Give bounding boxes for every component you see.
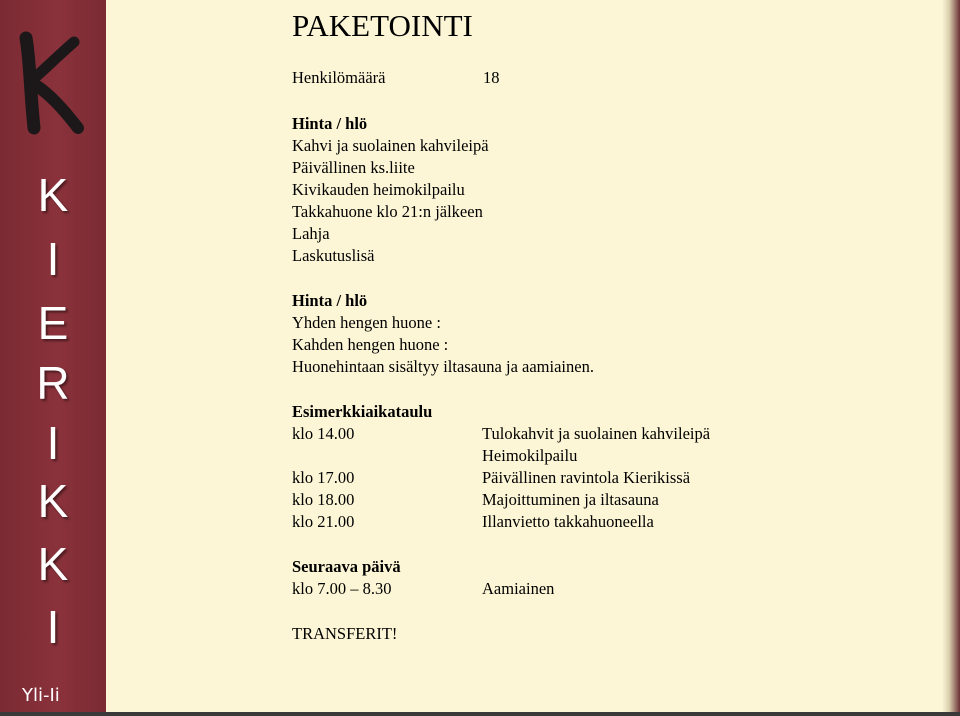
- right-border: [942, 0, 960, 716]
- sidebar: [0, 0, 106, 716]
- schedule-time: klo 17.00: [292, 468, 355, 487]
- price-heading-1: Hinta / hlö: [292, 114, 368, 133]
- schedule-time: klo 21.00: [292, 512, 355, 531]
- page-title: PAKETOINTI: [292, 8, 473, 43]
- sidebar-letter: I: [46, 233, 60, 285]
- schedule-activity: Illanvietto takkahuoneella: [482, 512, 654, 531]
- price-heading-2: Hinta / hlö: [292, 291, 368, 310]
- sidebar-letter: K: [37, 169, 69, 221]
- sidebar-letter: E: [37, 297, 69, 349]
- room-price-item: Huonehintaan sisältyy iltasauna ja aamiainen.: [292, 357, 594, 376]
- sidebar-letter: R: [36, 357, 70, 409]
- sidebar-letter: K: [37, 475, 69, 527]
- schedule-activity: Päivällinen ravintola Kierikissä: [482, 468, 691, 487]
- next-day-activity: Aamiainen: [482, 579, 555, 598]
- next-day-heading: Seuraava päivä: [292, 557, 401, 576]
- schedule-activity: Majoittuminen ja iltasauna: [482, 490, 659, 509]
- schedule-activity: Heimokilpailu: [482, 446, 578, 465]
- schedule-time: klo 14.00: [292, 424, 355, 443]
- schedule-time: klo 18.00: [292, 490, 355, 509]
- sidebar-letter: I: [46, 417, 60, 469]
- bottom-border: [0, 712, 960, 716]
- price-item: Lahja: [292, 224, 330, 243]
- price-item: Päivällinen ks.liite: [292, 158, 415, 177]
- k-logo-icon: [8, 30, 88, 135]
- price-item: Kivikauden heimokilpailu: [292, 180, 465, 199]
- room-price-item: Yhden hengen huone :: [292, 313, 441, 332]
- price-item: Takkahuone klo 21:n jälkeen: [292, 202, 483, 221]
- footer-label: Yli-Ii: [22, 685, 60, 706]
- sidebar-letter: K: [37, 538, 69, 590]
- persons-value: 18: [483, 68, 500, 87]
- price-item: Laskutuslisä: [292, 246, 375, 265]
- persons-label: Henkilömäärä: [292, 68, 386, 87]
- schedule-activity: Tulokahvit ja suolainen kahvileipä: [482, 424, 711, 443]
- schedule-heading: Esimerkkiaikataulu: [292, 402, 433, 421]
- next-day-time: klo 7.00 – 8.30: [292, 579, 392, 598]
- sidebar-letter: I: [46, 601, 60, 653]
- closing-note: TRANSFERIT!: [292, 624, 398, 643]
- room-price-item: Kahden hengen huone :: [292, 335, 449, 354]
- price-item: Kahvi ja suolainen kahvileipä: [292, 136, 489, 155]
